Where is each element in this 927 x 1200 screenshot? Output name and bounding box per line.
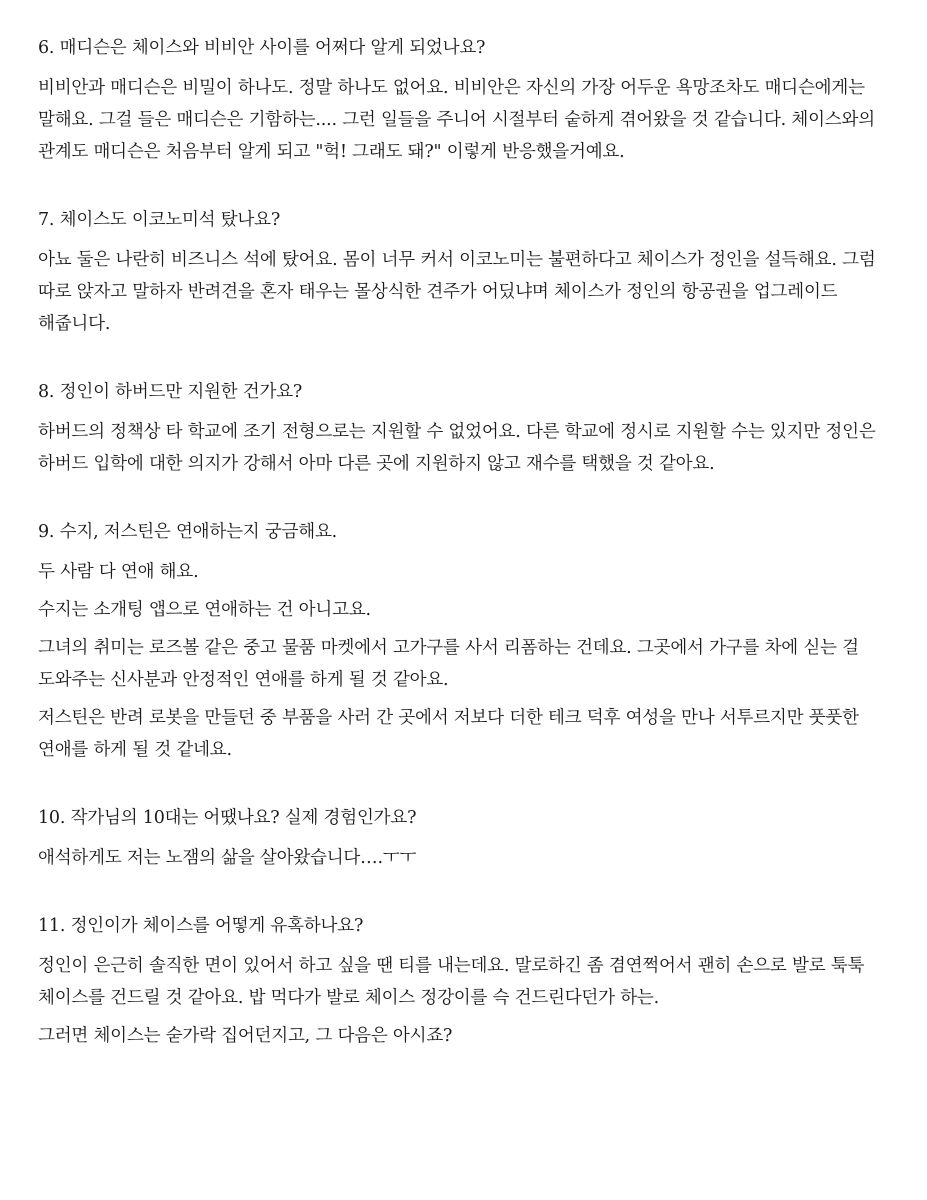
question-text: 8. 정인이 하버드만 지원한 건가요? [38,382,303,402]
qa-item [38,520,887,766]
qa-item [38,914,887,1052]
answer-paragraph: 비비안과 매디슨은 비밀이 하나도. 정말 하나도 없어요. 비비안은 자신의 가장 어두운 욕망조차도 매디슨에게는 말해요. 그걸 들은 매디슨은 기함하는.... 그런 일들을 주니어 시절부터 숱하게 겪어왔을 것 같습니다. 체이스와의 관계도 매디슨은 처음부터 알게 되고 "헉! 그래도 돼?" 이렇게 반응했을거예요. [38,78,875,162]
answer-paragraph: 저스틴은 반려 로봇을 만들던 중 부품을 사러 간 곳에서 저보다 더한 테크 덕후 여성을 만나 서투르지만 풋풋한 연애를 하게 될 것 같네요. [38,708,859,760]
question-text: 7. 체이스도 이코노미석 탔나요? [38,210,281,230]
answer-paragraph: 애석하게도 저는 노잼의 삶을 살아왔습니다….ㅜㅜ [38,848,417,868]
qa-item [38,380,887,480]
answer-paragraph: 수지는 소개팅 앱으로 연애하는 건 아니고요. [38,600,371,620]
qa-item [38,36,887,168]
answer-paragraph: 그녀의 취미는 로즈볼 같은 중고 물품 마켓에서 고가구를 사서 리폼하는 건데요. 그곳에서 가구를 차에 싣는 걸 도와주는 신사분과 안정적인 연애를 하게 될 것 같아요. [38,638,859,690]
question-text: 11. 정인이가 체이스를 어떻게 유혹하나요? [38,916,364,936]
question-text: 10. 작가님의 10대는 어땠나요? 실제 경험인가요? [38,808,417,828]
answer-paragraph: 하버드의 정책상 타 학교에 조기 전형으로는 지원할 수 없었어요. 다른 학교에 정시로 지원할 수는 있지만 정인은 하버드 입학에 대한 의지가 강해서 아마 다른 곳에 지원하지 않고 재수를 택했을 것 같아요. [38,422,876,474]
answer-paragraph: 아뇨 둘은 나란히 비즈니스 석에 탔어요. 몸이 너무 커서 이코노미는 불편하다고 체이스가 정인을 설득해요. 그럼 따로 앉자고 말하자 반려견을 혼자 태우는 몰상식한 견주가 어딨냐며 체이스가 정인의 항공권을 업그레이드 해줍니다. [38,250,876,334]
question-text: 9. 수지, 저스틴은 연애하는지 궁금해요. [38,522,338,542]
answer-paragraph: 두 사람 다 연애 해요. [38,562,199,582]
qa-item [38,806,887,874]
question-text: 6. 매디슨은 체이스와 비비안 사이를 어쩌다 알게 되었나요? [38,38,486,58]
qa-item [38,208,887,340]
answer-paragraph: 그러면 체이스는 숟가락 집어던지고, 그 다음은 아시죠? [38,1026,453,1046]
answer-paragraph: 정인이 은근히 솔직한 면이 있어서 하고 싶을 땐 티를 내는데요. 말로하긴 좀 겸연쩍어서 괜히 손으로 발로 툭툭 체이스를 건드릴 것 같아요. 밥 먹다가 발로 체이스 정강이를 슥 건드린다던가 하는. [38,956,865,1008]
